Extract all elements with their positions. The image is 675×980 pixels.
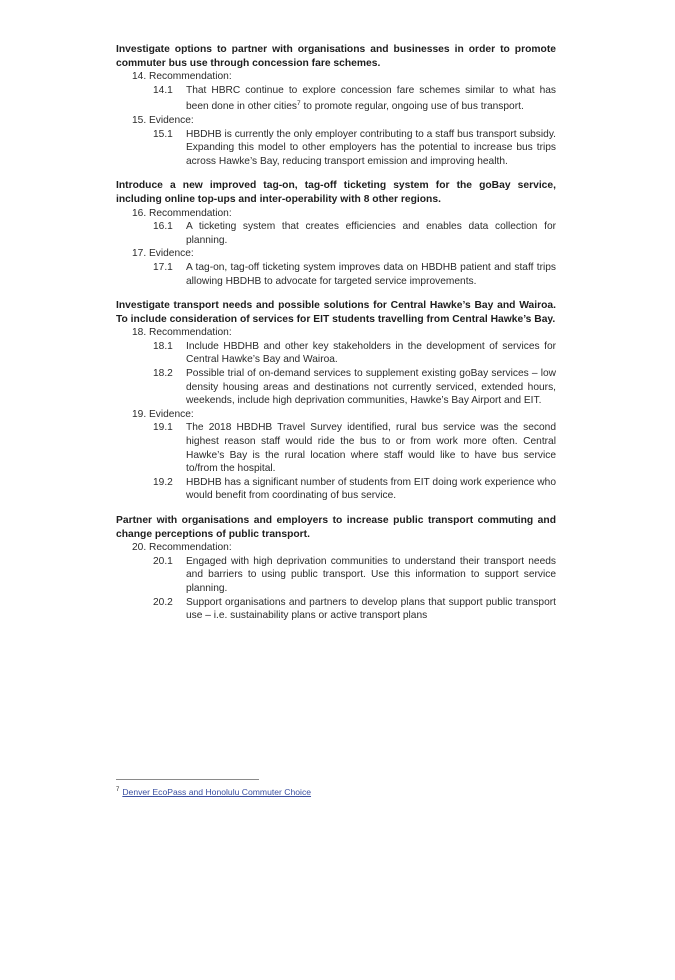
item-text: A ticketing system that creates efficiencies and enables data collection for planning.	[186, 221, 556, 246]
group-label: 18. Recommendation:	[132, 327, 232, 339]
footnote-link[interactable]: Denver EcoPass and Honolulu Commuter Choice	[122, 787, 312, 797]
list-item	[153, 596, 556, 623]
item-text: Include HBDHB and other key stakeholders in the development of services for Central Hawke’s Bay and Wairoa.	[186, 340, 556, 366]
item-number: 20.2	[153, 596, 173, 608]
item-number: 17.1	[153, 261, 173, 273]
group-label: 15. Evidence:	[132, 114, 194, 126]
footnote-marker: 7	[116, 787, 120, 793]
group-label: 17. Evidence:	[132, 248, 194, 260]
section-heading: Investigate options to partner with organisations and businesses in order to promote commuter bus use through concession fare schemes.	[116, 44, 556, 69]
footnote	[116, 787, 311, 797]
item-number: 18.2	[153, 368, 173, 380]
section-ticketing-system	[116, 179, 556, 288]
list-item	[153, 367, 556, 408]
item-number: 14.1	[153, 84, 173, 96]
item-number: 20.1	[153, 555, 173, 567]
group-label: 16. Recommendation:	[132, 207, 232, 219]
item-text: The 2018 HBDHB Travel Survey identified, rural bus service was the second highest reason staff would ride the bus to or from work more often. Central Hawke’s Bay is the rural location where staff would like to have bus service to/from the hospital.	[186, 422, 556, 475]
section-heading: Introduce a new improved tag-on, tag-off ticketing system for the goBay service, including online top-ups and inter-operability with 8 other regions.	[116, 180, 556, 205]
group-label: 14. Recommendation:	[132, 71, 232, 83]
item-number: 19.1	[153, 422, 173, 434]
item-text-continued: to promote regular, ongoing use of bus transport.	[300, 101, 524, 113]
item-number: 18.1	[153, 340, 173, 352]
list-item	[153, 220, 556, 247]
list-item	[153, 128, 556, 169]
section-heading: Partner with organisations and employers to increase public transport commuting and change perceptions of public transport.	[116, 515, 556, 540]
footnote-divider	[116, 779, 259, 780]
list-item	[153, 476, 556, 503]
item-text: HBDHB is currently the only employer contributing to a staff bus transport subsidy. Expanding this model to other employers has the potential to increase bus trips across Hawke’s Bay, reducing transport emission and improving health.	[186, 128, 556, 167]
group-label: 20. Recommendation:	[132, 542, 232, 554]
list-item	[153, 340, 556, 367]
section-central-hawkes-bay	[116, 299, 556, 503]
item-text: Possible trial of on-demand services to supplement existing goBay services – low density housing areas and destinations not currently serviced, extended hours, weekends, include high deprivation communities, Hawke’s Bay Airport and EIT.	[186, 368, 556, 407]
item-number: 15.1	[153, 128, 173, 140]
list-item	[153, 261, 556, 288]
item-text: HBDHB has a significant number of students from EIT doing work experience who would benefit from coordinating of bus service.	[186, 476, 556, 502]
item-text: Engaged with high deprivation communities to understand their transport needs and barriers to using public transport. Use this information to support service planning.	[186, 555, 556, 594]
item-text: That HBRC continue to explore concession fare schemes similar to what has been done in other cities	[186, 84, 556, 113]
item-text: A tag-on, tag-off ticketing system improves data on HBDHB patient and staff trips allowing HBDHB to advocate for targeted service improvements.	[186, 261, 556, 287]
group-label: 19. Evidence:	[132, 408, 194, 420]
section-concession-fares	[116, 43, 556, 168]
item-text: Support organisations and partners to develop plans that support public transport use – i.e. sustainability plans or active transport plans	[186, 596, 556, 622]
item-number: 19.2	[153, 476, 173, 488]
item-number: 16.1	[153, 221, 173, 233]
section-heading: Investigate transport needs and possible solutions for Central Hawke’s Bay and Wairoa. To include consideration of services for EIT students travelling from Central Hawke’s Bay.	[116, 300, 556, 325]
list-item	[153, 421, 556, 475]
list-item	[153, 84, 556, 114]
list-item	[153, 555, 556, 596]
document-body	[116, 43, 556, 634]
section-public-transport-perceptions	[116, 514, 556, 623]
footnote-reference[interactable]: 7	[297, 100, 301, 108]
